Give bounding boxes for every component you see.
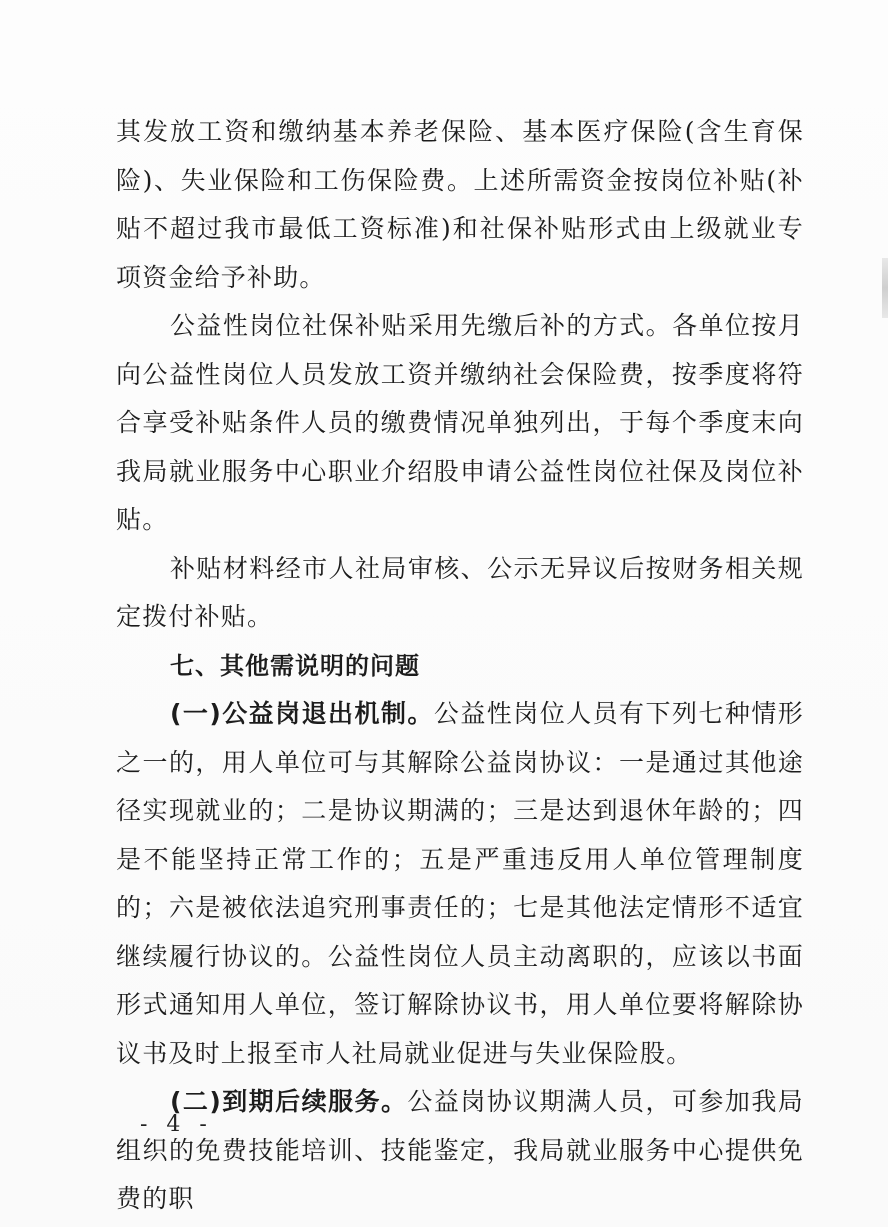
- paragraph-follow-up-service: [116, 1078, 804, 1224]
- section-heading: 七、其他需说明的问题: [170, 651, 420, 680]
- exit-mechanism-heading: (一)公益岗退出机制。: [170, 699, 434, 728]
- follow-up-service-heading: (二)到期后续服务。: [170, 1087, 408, 1116]
- paragraph-subsidy-method: 公益性岗位社保补贴采用先缴后补的方式。各单位按月向公益性岗位人员发放工资并缴纳社会保险费，按季度将符合享受补贴条件人员的缴费情况单独列出，于每个季度末向我局就业服务中心职业介绍股申请公益性岗位社保及岗位补贴。: [116, 311, 804, 534]
- follow-up-service-body: 公益岗协议期满人员，可参加我局组织的免费技能培训、技能鉴定，我局就业服务中心提供免费的职: [116, 1087, 804, 1213]
- scan-edge-mark: [882, 258, 888, 318]
- paragraph-funding: 其发放工资和缴纳基本养老保险、基本医疗保险(含生育保险)、失业保险和工伤保险费。上述所需资金按岗位补贴(补贴不超过我市最低工资标准)和社保补贴形式由上级就业专项资金给予补助。: [116, 117, 804, 292]
- page-number: - 4 -: [140, 1112, 213, 1137]
- paragraph-exit-mechanism: [116, 690, 804, 1078]
- exit-mechanism-body: 公益性岗位人员有下列七种情形之一的，用人单位可与其解除公益岗协议：一是通过其他途径实现就业的；二是协议期满的；三是达到退休年龄的；四是不能坚持正常工作的；五是严重违反用人单位管理制度的；六是被依法追究刑事责任的；七是其他法定情形不适宜继续履行协议的。公益性岗位人员主动离职的，应该以书面形式通知用人单位，签订解除协议书，用人单位要将解除协议书及时上报至市人社局就业促进与失业保险股。: [116, 699, 804, 1068]
- paragraph-subsidy-review: 补贴材料经市人社局审核、公示无异议后按财务相关规定拨付补贴。: [116, 553, 804, 631]
- document-body: [116, 108, 804, 1224]
